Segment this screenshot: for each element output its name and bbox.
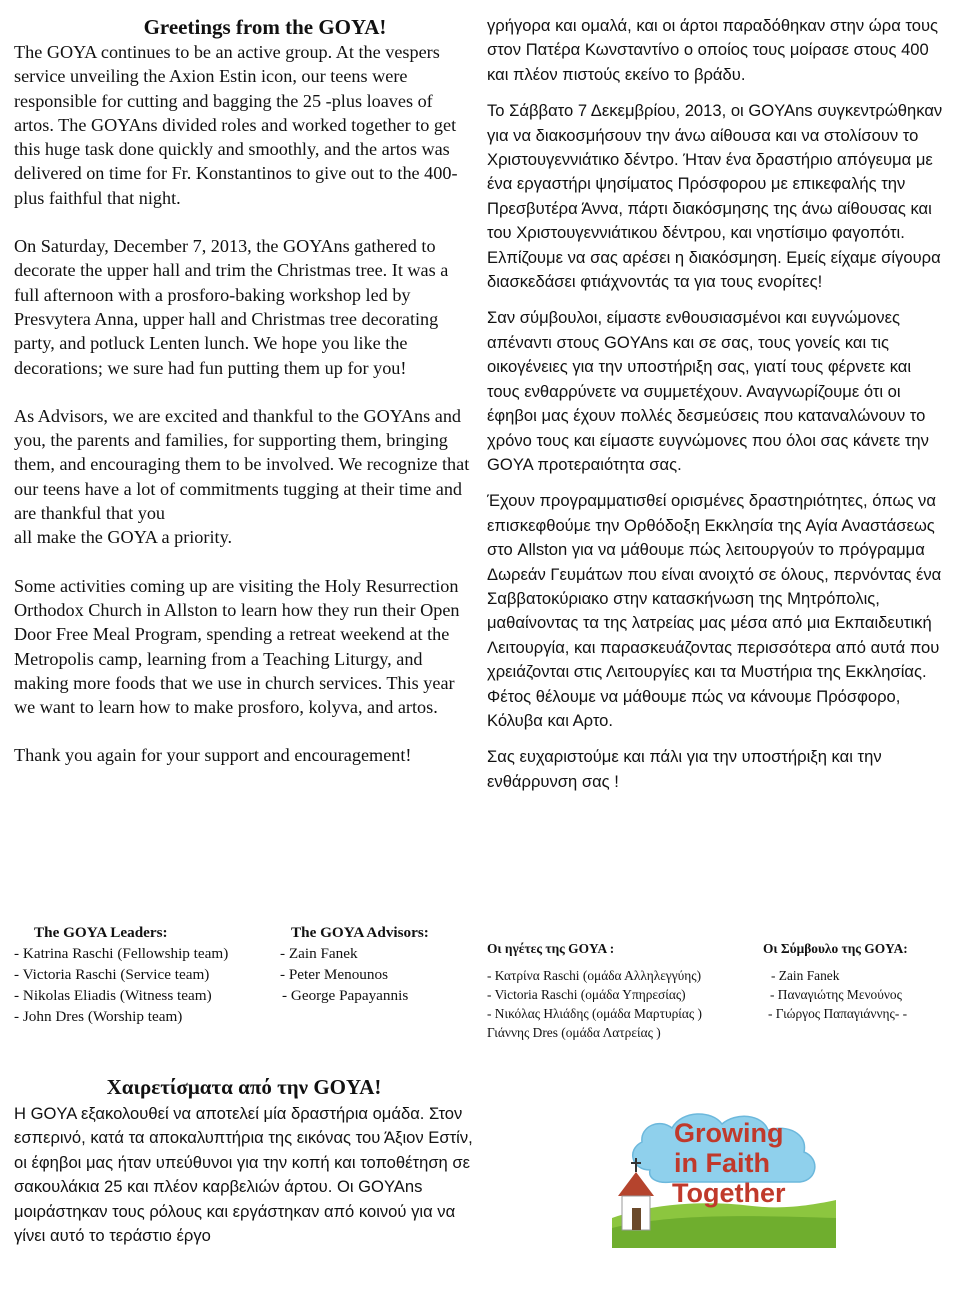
english-paragraph-4: Some activities coming up are visiting the Holy Resurrection Orthodox Church in Allston to learn how they run their Open Door Free Meal Program, spending a retreat weekend at the Metropolis camp, learning from a Teaching Liturgy, and making more foods that we use in church services. This year we want to learn how to make prosforo, kolyva, and artos. [14,575,460,718]
greek-paragraph-1: γρήγορα και ομαλά, και οι άρτοι παραδόθηκαν στην ώρα τους στον Πατέρα Κωνσταντίνο ο οποίος τους μοίρασε στους 400 και πλέον πιστούς εκείνο το βράδυ. [487,16,939,84]
greek-leaders-header: Οι ηγέτες της GOYA : [487,941,615,956]
greek-advisors-names [768,966,907,1023]
greek-leader-item: Γιάννης Dres (ομάδα Λατρείας ) [487,1025,661,1040]
greek-leaders-names [487,966,702,1042]
leader-item: - Katrina Raschi (Fellowship team) [14,945,229,962]
greek-advisor-item: - Zain Fanek [771,968,840,983]
english-paragraph-5: Thank you again for your support and encouragement! [14,745,412,766]
english-paragraph-3a: As Advisors, we are excited and thankful to the GOYAns and you, the parents and families, for supporting them, bringing them, and encouraging them to be involved. We recognize that our teens have a lot of commitments tugging at their time and are thankful that you [14,405,470,524]
leaders-names [14,943,228,1027]
leaders-header: The GOYA Leaders: [34,924,168,941]
advisors-list [291,922,429,943]
english-title: Greetings from the GOYA! [143,15,387,39]
greek-leader-item: - Victoria Raschi (ομάδα Υπηρεσίας) [487,987,686,1002]
english-paragraph-3b: all make the GOYA a priority. [14,527,233,548]
advisors-names [280,943,408,1006]
english-column [14,14,476,768]
leaders-list [34,922,168,943]
leader-item: - Victoria Raschi (Service team) [14,966,210,983]
english-paragraph-1: The GOYA continues to be an active group. At the vespers service unveiling the Axion Estin icon, our teens were responsible for cutting and bagging the 25 -plus loaves of artos. The GOYAns divided roles and worked together to get this huge task done quickly and smoothly, and the artos was delivered on time for Fr. Konstantinos to give out to the 400-plus faithful that night. [14,42,458,208]
greek-advisors-header: Οι Σύμβουλο της GOYA: [763,941,908,956]
advisor-item: - George Papayannis [282,987,409,1004]
greek-paragraph-3: Σαν σύμβουλοι, είμαστε ενθουσιασμένοι και ευγνώμονες απέναντι στους GOYAns και σε σας, τους γονείς και τις οικογένειες για την υποστήριξη σας, γιατί τους φέρνετε και τους ενθαρρύνετε να συμμετέχουν. Αναγνωρίζουμε ότι οι έφηβοι μας έχουν πολλές δεσμεύσεις που καταναλώνουν το χρόνο τους και είμαστε ευγνώμονες που όλοι σας κάνετε την GOYA προτεραιότητα σας. [487,308,929,474]
logo-line-2: in Faith [674,1148,770,1178]
greek-advisor-item: - Παναγιώτης Μενούνος [770,987,902,1002]
greek-advisor-item: - Γιώργος Παπαγιάννης- - [768,1006,908,1021]
english-paragraph-3 [14,404,476,550]
greek-leader-item: - Κατρίνα Raschi (ομάδα Αλληλεγγύης) [487,968,702,983]
greek-greeting-text: Η GOYA εξακολουθεί να αποτελεί μία δραστήρια ομάδα. Στον εσπερινό, κατά τα αποκαλυπτήρια της εικόνας του Άξιον Εστίν, οι έφηβοι μας ήταν υπεύθυνοι για την κοπή και τοποθέτηση σε σακουλάκια 25 και πλέον καρβελιών άρτου. Οι GOYAns μοιράστηκαν τους ρόλους και εργάστηκαν από κοινού για να γίνει αυτό το τεράστιο έργο [14,1104,473,1246]
advisor-item: - Zain Fanek [280,945,358,962]
greek-greeting-title: Χαιρετίσματα από την GOYA! [106,1075,382,1099]
greek-greeting-block [14,1074,474,1248]
logo-line-3: Together [672,1178,786,1208]
advisor-item: - Peter Menounos [280,966,388,983]
leader-item: - Nikolas Eliadis (Witness team) [14,987,212,1004]
greek-column [487,14,947,794]
greek-paragraph-4: Έχουν προγραμματισθεί ορισμένες δραστηριότητες, όπως να επισκεφθούμε την Ορθόδοξη Εκκλησία της Αγία Αναστάσεως στο Allston για να μάθουμε πώς λειτουργούν το πρόγραμμα Δωρεάν Γευμάτων που είναι ανοιχτό σε όλους, περνόντας ένα Σαββατοκύριακο στην κατασκήνωση της Μητρόπολις, μαθαίνοντας τα της λατρείας μας μέσα από μια Εκπαιδευτική Λειτουργία, και παρασκευάζοντας περισσότερα από αυτά που χρειάζονται στις Λειτουργίες και τα Μυστήρια της Εκκλησίας. Φέτος θέλουμε να μάθουμε πώς να κάνουμε Πρόσφορο, Κόλυβα και Αρτο. [487,491,942,730]
advisors-header: The GOYA Advisors: [291,924,429,941]
greek-leader-item: - Νικόλας Ηλιάδης (ομάδα Μαρτυρίας ) [487,1006,703,1021]
greek-paragraph-2: Το Σάββατο 7 Δεκεμβρίου, 2013, οι GOYAns συγκεντρώθηκαν για να διακοσμήσουν την άνω αίθουσα και να στολίσουν το Χριστουγεννιάτικο δέντρο. Ήταν ένα δραστήριο απόγευμα με ένα εργαστήρι ψησίματος Πρόσφορου με επικεφαλής την Πρεσβυτέρα Άννα, πάρτι διακόσμησης της άνω αίθουσας και του Χριστουγεννιάτικου δέντρου, και νηστίσιμο φαγοπότι. Ελπίζουμε να σας αρέσει η διακόσμηση. Εμείς είχαμε σίγουρα διασκεδάσει φτιάχνοντάς τα για τους ενορίτες! [487,101,943,292]
logo-graphic [612,1100,836,1248]
logo-line-1: Growing [674,1118,784,1148]
greek-paragraph-5: Σας ευχαριστούμε και πάλι για την υποστήριξη και την ενθάρρυνση σας ! [487,747,882,791]
growing-in-faith-logo [612,1100,836,1248]
english-paragraph-2: On Saturday, December 7, 2013, the GOYAns gathered to decorate the upper hall and trim the Christmas tree. It was a full afternoon with a prosforo-baking workshop led by Presvytera Anna, upper hall and Christmas tree decorating party, and potluck Lenten lunch. We hope you like the decorations; we sure had fun putting them up for you! [14,236,449,378]
leader-item: - John Dres (Worship team) [14,1008,183,1025]
